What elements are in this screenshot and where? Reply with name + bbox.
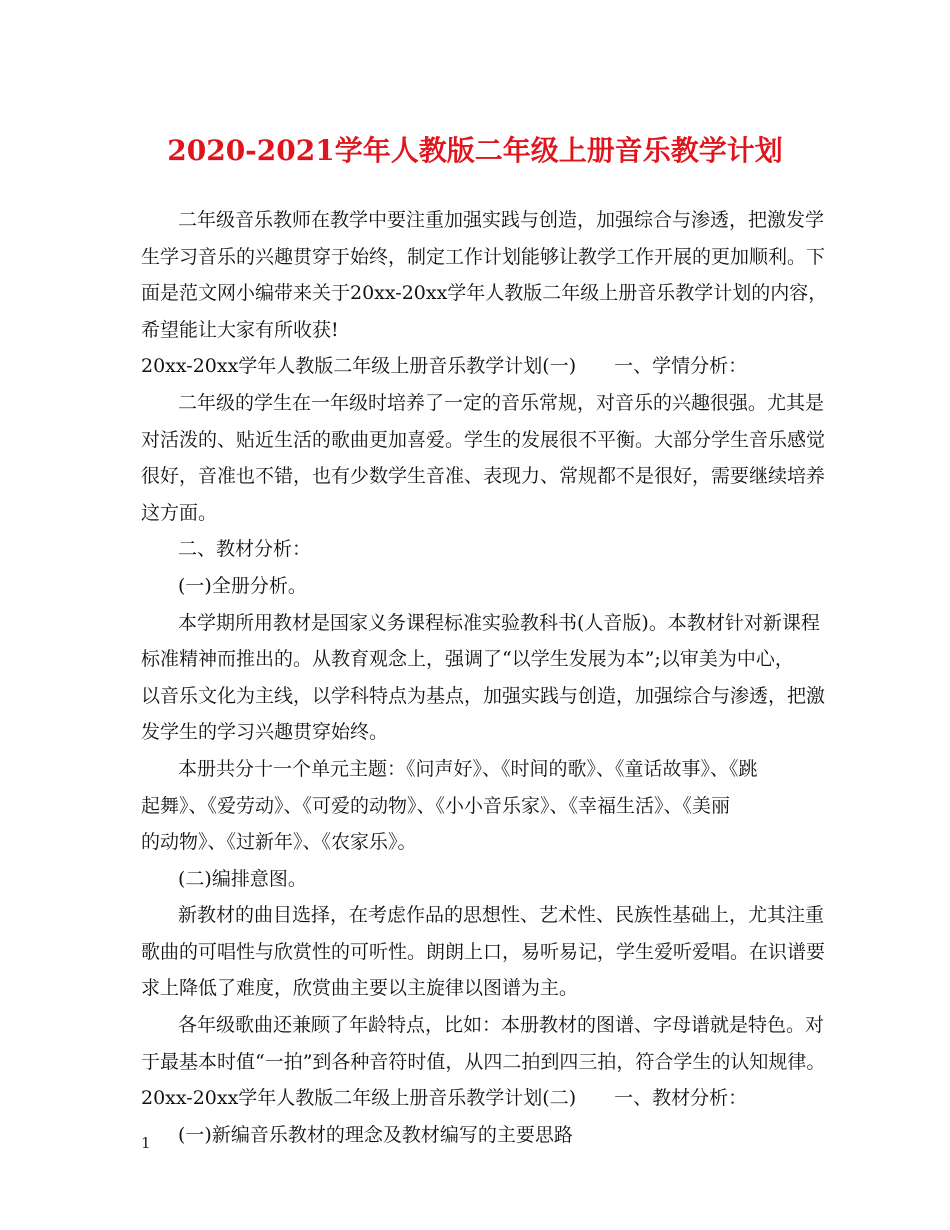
text-line: 生学习音乐的兴趣贯穿于始终，制定工作计划能够让教学工作开展的更加顺利。下 [141, 245, 826, 268]
section-heading: 20xx-20xx学年人教版二年级上册音乐教学计划(一) 一、学情分析： [141, 355, 748, 378]
subsection-heading: (一)新编音乐教材的理念及教材编写的主要思路 [178, 1123, 573, 1146]
page-number: 1 [141, 1134, 151, 1152]
subsection-heading: (一)全册分析。 [178, 574, 307, 597]
text-line: 于最基本时值“一拍”到各种音符时值，从四二拍到四三拍，符合学生的认知规律。 [141, 1050, 826, 1073]
text-line: 本学期所用教材是国家义务课程标准实验教科书(人音版)。本教材针对新课程 [178, 611, 820, 634]
text-line: 二年级的学生在一年级时培养了一定的音乐常规，对音乐的兴趣很强。尤其是 [178, 391, 825, 414]
subsection-heading: (二)编排意图。 [178, 867, 307, 890]
text-line: 本册共分十一个单元主题：《问声好》、《时间的歌》、《童话故事》、《跳 [178, 757, 758, 780]
text-line: 起舞》、《爱劳动》、《可爱的动物》、《小小音乐家》、《幸福生活》、《美丽 [141, 794, 731, 817]
text-line: 二年级音乐教师在教学中要注重加强实践与创造，加强综合与渗透，把激发学 [178, 209, 825, 231]
text-line: 希望能让大家有所收获! [141, 318, 339, 341]
document-body [141, 202, 828, 1153]
text-line: 标准精神而推出的。从教育观念上，强调了“以学生发展为本”;以审美为中心， [141, 648, 794, 671]
text-line: 求上降低了难度，欣赏曲主要以主旋律以图谱为主。 [141, 977, 579, 1000]
text-line: 各年级歌曲还兼顾了年龄特点，比如：本册教材的图谱、字母谱就是特色。对 [178, 1014, 825, 1037]
section-heading: 二、教材分析： [178, 538, 312, 561]
text-line: 歌曲的可唱性与欣赏性的可听性。朗朗上口，易听易记，学生爱听爱唱。在识谱要 [141, 940, 826, 963]
text-line: 很好，音准也不错，也有少数学生音准、表现力、常规都不是很好，需要继续培养 [141, 465, 826, 488]
text-line: 的动物》、《过新年》、《农家乐》。 [141, 831, 417, 854]
text-line: 这方面。 [141, 501, 218, 524]
text-line: 新教材的曲目选择，在考虑作品的思想性、艺术性、民族性基础上，尤其注重 [178, 904, 825, 927]
text-line: 发学生的学习兴趣贯穿始终。 [141, 721, 389, 744]
text-line: 面是范文网小编带来关于20xx-20xx学年人教版二年级上册音乐教学计划的内容， [141, 282, 828, 305]
text-line: 对活泼的、贴近生活的歌曲更加喜爱。学生的发展很不平衡。大部分学生音乐感觉 [141, 428, 826, 451]
document-title: 2020-2021学年人教版二年级上册音乐教学计划 [167, 134, 783, 167]
text-line: 以音乐文化为主线，以学科特点为基点，加强实践与创造，加强综合与渗透，把激 [141, 684, 826, 707]
section-heading: 20xx-20xx学年人教版二年级上册音乐教学计划(二) 一、教材分析： [141, 1087, 748, 1110]
